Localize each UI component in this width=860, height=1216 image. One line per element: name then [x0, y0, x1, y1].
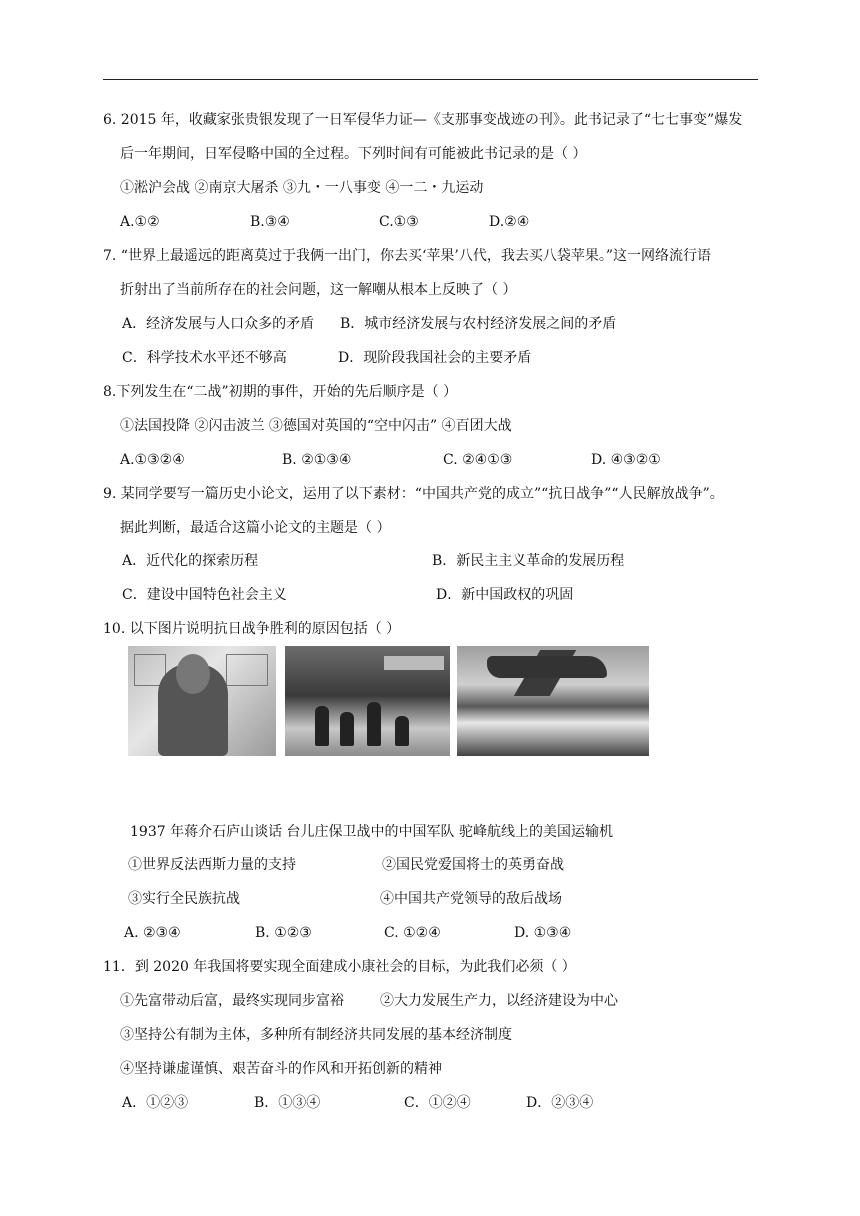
q8-option-a: A.①③②④: [120, 452, 185, 468]
q7-option-d: D．现阶段我国社会的主要矛盾: [338, 350, 532, 366]
q8-option-b: B. ②①③④: [282, 452, 352, 468]
q9-option-b: B．新民主主义革命的发展历程: [432, 553, 625, 569]
q11-item-4: ④坚持谦虚谨慎、艰苦奋斗的作风和开拓创新的精神: [120, 1061, 442, 1077]
photo-hump-transport-plane: [457, 646, 649, 756]
q6-option-d: D.②④: [489, 214, 530, 230]
soldier-figure: [367, 702, 381, 746]
q10-item-1: ①世界反法西斯力量的支持: [128, 857, 296, 873]
photo-inscription-right: [226, 654, 268, 686]
q11-option-a: A．①②③: [122, 1095, 189, 1111]
q11-stem: 11．到 2020 年我国将要实现全面建成小康社会的目标，为此我们必须（ ）: [103, 959, 576, 975]
plane-body: [487, 656, 607, 678]
q6-option-a: A.①②: [120, 214, 160, 230]
soldier-figure: [340, 712, 354, 746]
q11-item-1: ①先富带动后富，最终实现同步富裕: [120, 993, 344, 1009]
q10-option-b: B. ①②③: [255, 925, 312, 941]
q7-stem-line2: 折射出了当前所存在的社会问题，这一解嘲从根本上反映了（ ）: [120, 282, 517, 298]
q10-option-d: D. ①③④: [514, 925, 572, 941]
q10-item-3: ③实行全民族抗战: [128, 891, 240, 907]
q7-option-a: A．经济发展与人口众多的矛盾: [122, 316, 315, 332]
photo-taierzhuang-troops: [285, 646, 450, 756]
q6-option-b: B.③④: [250, 214, 290, 230]
q10-option-a: A. ②③④: [124, 925, 181, 941]
photo-watermark: [384, 656, 444, 670]
q11-item-2: ②大力发展生产力，以经济建设为中心: [380, 993, 618, 1009]
q8-stem: 8.下列发生在“二战”初期的事件，开始的先后顺序是（ ）: [103, 384, 458, 400]
q11-option-d: D．②③④: [526, 1095, 594, 1111]
q11-option-b: B．①③④: [254, 1095, 321, 1111]
q6-stem-line1: 6. 2015 年，收藏家张贵银发现了一日军侵华力证—《支那事变战迹の刊》。此书记录了“七七事变”爆发: [103, 112, 743, 128]
q11-option-c: C．①②④: [404, 1095, 471, 1111]
portrait-head: [176, 654, 210, 694]
photo-lushan-speech: [128, 646, 276, 756]
q6-items: ①淞沪会战 ②南京大屠杀 ③九・一八事变 ④一二・九运动: [120, 180, 484, 196]
q9-option-c: C．建设中国特色社会主义: [122, 587, 287, 603]
q7-option-b: B．城市经济发展与农村经济发展之间的矛盾: [340, 316, 617, 332]
q9-stem-line2: 据此判断，最适合这篇小论文的主题是（ ）: [120, 520, 391, 536]
q7-stem-line1: 7. “世界上最遥远的距离莫过于我俩一出门，你去买‘苹果’八代，我去买八袋苹果。”这一网络流行语: [103, 248, 712, 264]
soldier-figure: [395, 716, 409, 746]
q9-stem-line1: 9. 某同学要写一篇历史小论文，运用了以下素材：“中国共产党的成立”“抗日战争”“人民解放战争”。: [103, 486, 724, 502]
q11-item-3: ③坚持公有制为主体，多种所有制经济共同发展的基本经济制度: [120, 1027, 512, 1043]
soldier-figure: [315, 706, 329, 746]
q8-option-c: C. ②④①③: [443, 452, 513, 468]
header-rule: [103, 79, 758, 80]
q8-items: ①法国投降 ②闪击波兰 ③德国对英国的“空中闪击” ④百团大战: [120, 418, 512, 434]
q10-option-c: C. ①②④: [384, 925, 441, 941]
q8-option-d: D. ④③②①: [591, 452, 661, 468]
q10-stem: 10. 以下图片说明抗日战争胜利的原因包括（ ）: [103, 621, 401, 637]
q10-photo-captions: 1937 年蒋介石庐山谈话 台儿庄保卫战中的中国军队 驼峰航线上的美国运输机: [130, 824, 613, 840]
q10-item-2: ②国民党爱国将士的英勇奋战: [382, 857, 564, 873]
q9-option-a: A．近代化的探索历程: [122, 553, 259, 569]
q10-item-4: ④中国共产党领导的敌后战场: [380, 891, 562, 907]
q9-option-d: D．新中国政权的巩固: [436, 587, 574, 603]
q7-option-c: C．科学技术水平还不够高: [122, 350, 287, 366]
q6-stem-line2: 后一年期间，日军侵略中国的全过程。下列时间有可能被此书记录的是（ ）: [120, 146, 587, 162]
q6-option-c: C.①③: [379, 214, 419, 230]
